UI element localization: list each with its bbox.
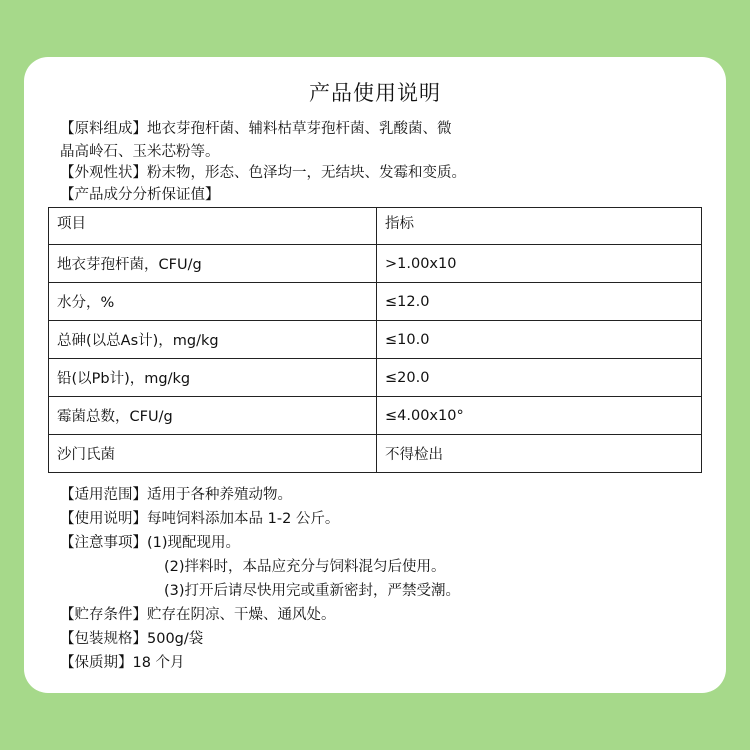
ingredients-line-1: 【原料组成】地衣芽孢杆菌、辅料枯草芽孢杆菌、乳酸菌、微 [60,121,452,137]
notes-line-2: (2)拌料时，本品应充分与饲料混匀后使用。 [164,559,446,575]
storage-line: 【贮存条件】贮存在阴凉、干燥、通风处。 [60,607,336,623]
table-row [49,359,702,397]
analysis-heading: 【产品成分分析保证值】 [60,187,220,203]
table-row [49,435,702,473]
table-cell-value: >1.00x10 [377,245,702,283]
page-title: 产品使用说明 [309,81,441,105]
table-header-row [49,208,702,245]
table-row [49,397,702,435]
appearance-line: 【外观性状】粉末物，形态、色泽均一，无结块、发霉和变质。 [60,165,466,181]
shelf-life-line: 【保质期】18 个月 [60,655,185,671]
table-cell-value: ≤10.0 [377,321,702,359]
table-row [49,245,702,283]
table-cell-value: ≤12.0 [377,283,702,321]
table-cell-item: 总砷(以总As计)，mg/kg [49,321,377,359]
table-cell-item: 霉菌总数，CFU/g [49,397,377,435]
table-cell-item: 沙门氏菌 [49,435,377,473]
table-cell-item: 铅(以Pb计)，mg/kg [49,359,377,397]
table-row [49,321,702,359]
table-header-item: 项目 [49,208,377,245]
table-cell-item: 水分，% [49,283,377,321]
table-cell-item: 地衣芽孢杆菌，CFU/g [49,245,377,283]
ingredients-line-2: 晶高岭石、玉米芯粉等。 [60,144,220,160]
notes-line-1: 【注意事项】(1)现配现用。 [60,535,241,551]
spec-table [48,207,702,473]
notes-line-3: (3)打开后请尽快用完或重新密封，严禁受潮。 [164,583,461,599]
usage-line: 【使用说明】每吨饲料添加本品 1-2 公斤。 [60,511,340,527]
scope-line: 【适用范围】适用于各种养殖动物。 [60,487,292,503]
table-row [49,283,702,321]
table-cell-value: 不得检出 [377,435,702,473]
table-header-value: 指标 [377,208,702,245]
packaging-line: 【包装规格】500g/袋 [60,631,204,647]
table-cell-value: ≤4.00x10° [377,397,702,435]
table-cell-value: ≤20.0 [377,359,702,397]
instruction-card [24,57,726,693]
